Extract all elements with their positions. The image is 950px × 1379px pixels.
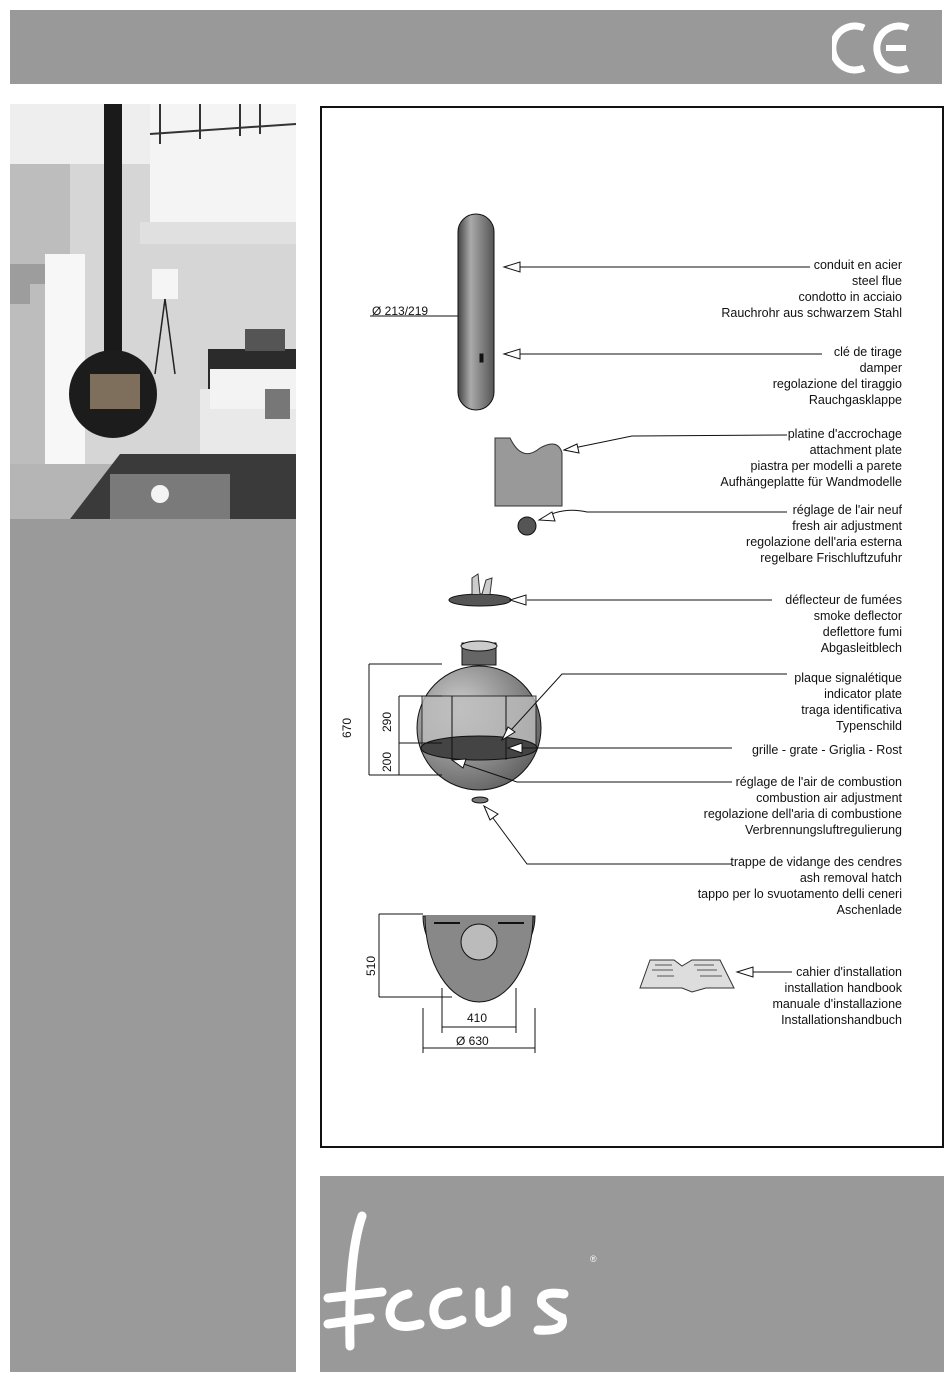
dim-upper-height: 290	[380, 711, 394, 732]
label-combustion-air: réglage de l'air de combustion combustion air adjustment regolazione dell'aria di combustione Verbrennungsluftregulierung	[703, 775, 902, 837]
dim-flue-diameter: Ø 213/219	[372, 304, 429, 318]
dim-total-height: 670	[340, 717, 354, 738]
label-fresh-air: réglage de l'air neuf fresh air adjustment regolazione dell'aria esterna regelbare Frischluftzufuhr	[746, 503, 902, 565]
ce-mark-icon	[832, 22, 912, 74]
interior-photo	[10, 104, 296, 519]
flue-pipe	[458, 214, 494, 410]
header-bar	[10, 10, 942, 84]
label-attachment-plate: platine d'accrochage attachment plate piastra per modelli a parete Aufhängeplatte für Wandmodelle	[720, 427, 902, 489]
dim-lower-height: 200	[380, 751, 394, 772]
focus-logo	[320, 1206, 620, 1356]
dim-diameter: Ø 630	[456, 1034, 489, 1048]
parts-diagram-frame	[320, 106, 944, 1148]
registered-mark: ®	[590, 1254, 597, 1264]
fresh-air-knob	[518, 517, 536, 535]
ash-hatch	[472, 797, 488, 803]
side-panel	[10, 519, 296, 1372]
attachment-plate	[495, 438, 562, 506]
label-ash-hatch: trappe de vidange des cendres ash removal hatch tappo per lo svuotamento delli ceneri Aschenlade	[697, 855, 902, 917]
label-handbook: cahier d'installation installation handbook manuale d'installazione Installationshandbuch	[772, 965, 902, 1027]
label-steel-flue: conduit en acier steel flue condotto in acciaio Rauchrohr aus schwarzem Stahl	[721, 258, 902, 320]
brand-footer	[320, 1176, 944, 1372]
label-smoke-deflector: déflecteur de fumées smoke deflector deflettore fumi Abgasleitblech	[785, 593, 902, 655]
label-indicator-plate: plaque signalétique indicator plate traga identificativa Typenschild	[794, 671, 902, 733]
dim-width-inner: 410	[467, 1011, 488, 1025]
dim-depth: 510	[364, 955, 378, 976]
label-grate: grille - grate - Griglia - Rost	[751, 743, 902, 757]
label-damper: clé de tirage damper regolazione del tiraggio Rauchgasklappe	[772, 345, 902, 407]
smoke-deflector	[449, 594, 511, 606]
